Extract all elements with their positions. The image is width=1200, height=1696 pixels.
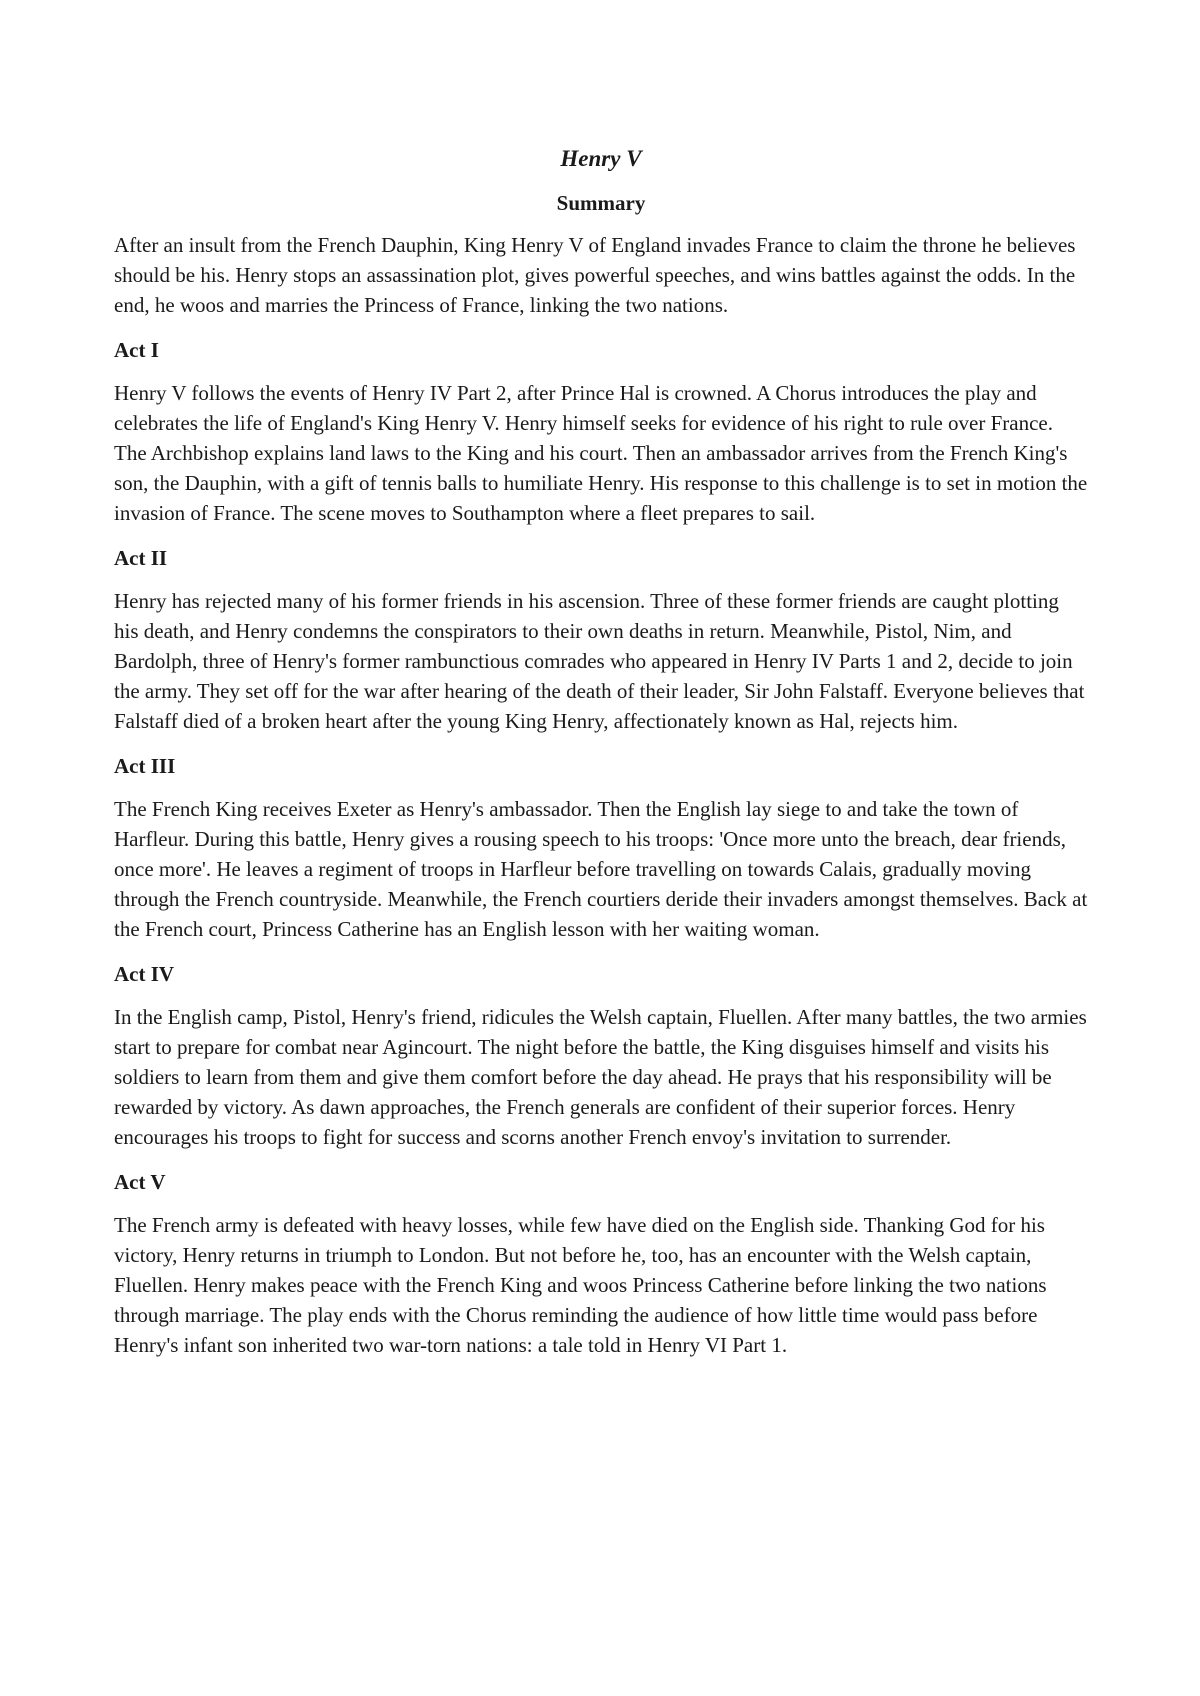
act-2-paragraph: Henry has rejected many of his former friends in his ascension. Three of these former friends are caught plotting his death, and Henry condemns the conspirators to their own deaths in return. Meanwhile, Pistol, Nim, and Bardolph, three of Henry's former rambunctious comrades who appeared in Henry IV Parts 1 and 2, decide to join the army. They set off for the war after hearing of the death of their leader, Sir John Falstaff. Everyone believes that Falstaff died of a broken heart after the young King Henry, affectionately known as Hal, rejects him.	[114, 588, 1085, 734]
act-1-paragraph: Henry V follows the events of Henry IV Part 2, after Prince Hal is crowned. A Chorus introduces the play and celebrates the life of England's King Henry V. Henry himself seeks for evidence of his right to rule over France. The Archbishop explains land laws to the King and his court. Then an ambassador arrives from the French King's son, the Dauphin, with a gift of tennis balls to humiliate Henry. His response to this challenge is to set in motion the invasion of France. The scene moves to Southampton where a fleet prepares to sail.	[114, 380, 1088, 526]
act-5-heading: Act V	[114, 1169, 166, 1194]
document-title: Henry V	[560, 146, 642, 171]
document-subtitle: Summary	[556, 191, 646, 215]
act-3-heading: Act III	[114, 753, 176, 778]
act-4-paragraph: In the English camp, Pistol, Henry's friend, ridicules the Welsh captain, Fluellen. After many battles, the two armies start to prepare for combat near Agincourt. The night before the battle, the King disguises himself and visits his soldiers to learn from them and give them comfort before the day ahead. He prays that his responsibility will be rewarded by victory. As dawn approaches, the French generals are confident of their superior forces. Henry encourages his troops to fight for success and scorns another French envoy's invitation to surrender.	[114, 1004, 1087, 1150]
act-3-paragraph: The French King receives Exeter as Henry's ambassador. Then the English lay siege to and take the town of Harfleur. During this battle, Henry gives a rousing speech to his troops: 'Once more unto the breach, dear friends, once more'. He leaves a regiment of troops in Harfleur before travelling on towards Calais, gradually moving through the French countryside. Meanwhile, the French courtiers deride their invaders amongst themselves. Back at the French court, Princess Catherine has an English lesson with her waiting woman.	[114, 796, 1088, 942]
act-2-heading: Act II	[114, 545, 168, 570]
summary-paragraph: After an insult from the French Dauphin, King Henry V of England invades France to claim the throne he believes should be his. Henry stops an assassination plot, gives powerful speeches, and wins battles against the odds. In the end, he woos and marries the Princess of France, linking the two nations.	[114, 233, 1076, 318]
act-4-heading: Act IV	[114, 961, 175, 986]
act-5-paragraph: The French army is defeated with heavy losses, while few have died on the English side. Thanking God for his victory, Henry returns in triumph to London. But not before he, too, has an encounter with the Welsh captain, Fluellen. Henry makes peace with the French King and woos Princess Catherine before linking the two nations through marriage. The play ends with the Chorus reminding the audience of how little time would pass before Henry's infant son inherited two war-torn nations: a tale told in Henry VI Part 1.	[114, 1212, 1047, 1358]
act-1-heading: Act I	[114, 337, 159, 362]
